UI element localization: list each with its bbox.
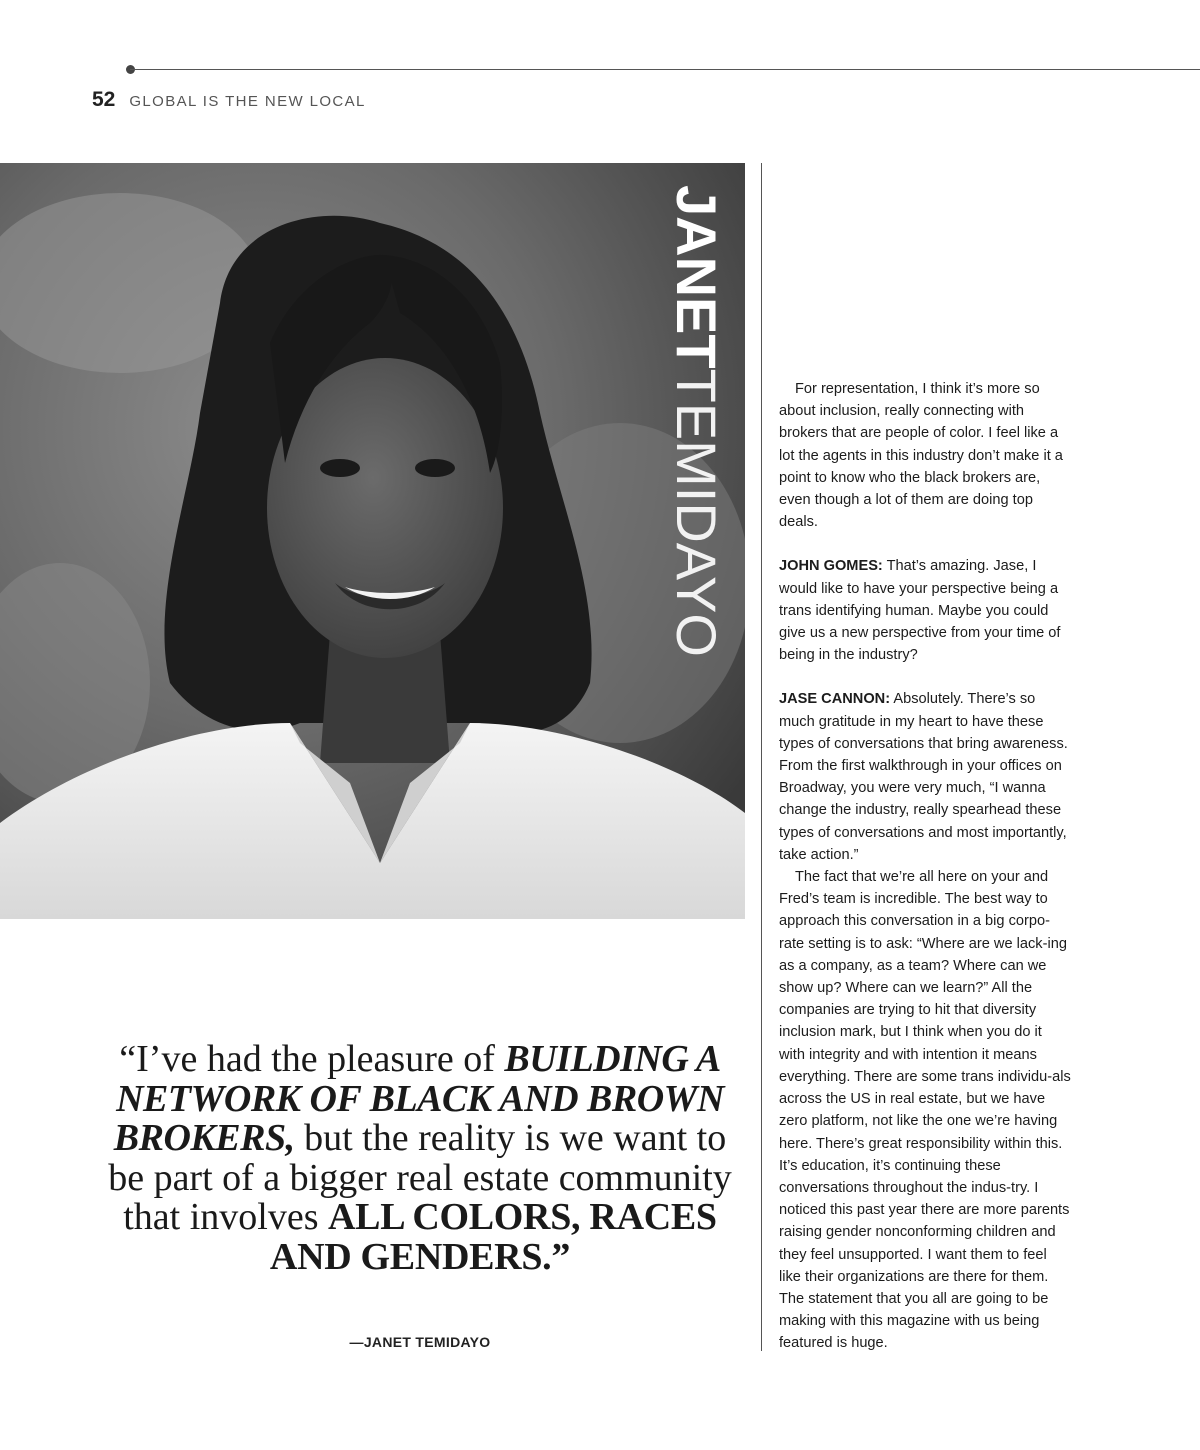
- portrait-photo: [0, 163, 745, 919]
- speaker-text: That’s amazing. Jase, I would like to have your perspective being a trans identifying human. Maybe you could give us a new perspective from your time of being in the industry?: [779, 558, 1061, 664]
- quote-attribution: —JANET TEMIDAYO: [349, 1334, 491, 1350]
- page-number: 52: [92, 88, 116, 111]
- header-rule: [130, 69, 1200, 70]
- column-divider: [761, 163, 762, 1351]
- folio: [92, 88, 366, 112]
- paragraph: [779, 555, 1071, 666]
- speaker-name: JASE CANNON:: [779, 691, 891, 708]
- article-column: [779, 378, 1071, 1355]
- speaker-text: Absolutely. There’s so much gratitude in my heart to have these types of conversations that bring awareness. From the first walkthrough in your offices on Broadway, you were very much, “I wanna change the industry, really spearhead these types of conversations and most importantly, take action.”: [779, 691, 1068, 863]
- quote-middle: but the reality is we want to be part of a bigger real estate community that involves: [108, 1117, 732, 1238]
- pull-quote: [95, 1040, 745, 1277]
- speaker-name: JOHN GOMES:: [779, 558, 883, 575]
- paragraph: [779, 688, 1071, 866]
- name-last: TEMIDAYO: [665, 368, 728, 657]
- vertical-name-label: [650, 185, 730, 657]
- quote-open: “I’ve had the pleasure of: [119, 1038, 505, 1080]
- quote-emphasis-1: BUILDING A NETWORK OF BLACK AND BROWN BROKERS,: [113, 1038, 724, 1159]
- section-title: GLOBAL IS THE NEW LOCAL: [129, 93, 366, 110]
- quote-emphasis-2: ALL COLORS, RACES AND GENDERS.”: [269, 1196, 717, 1278]
- paragraph: The fact that we’re all here on your and Fred’s team is incredible. The best way to approach this conversation in a big corpo-rate setting is to ask: “Where are we lack-ing as a company, as a team? Where can we show up? Where can we learn?” All the companies are trying to hit that diversity inclusion mark, but I think when you do it with integrity and with intention it means everything. There are some trans individu-als across the US in real estate, but we have zero platform, not like the one we’re having here. There’s great responsibility within this. It’s education, it’s continuing these conversations throughout the indus-try. I noticed this past year there are more parents raising gender nonconforming children and they feel unsupported. I want them to feel like their organizations are there for them. The statement that you all are going to be making with this magazine with us being featured is huge.: [779, 869, 1071, 1352]
- paragraph: For representation, I think it’s more so about inclusion, really connecting with brokers that are people of color. I feel like a lot the agents in this industry don’t make it a point to know who the black brokers are, even though a lot of them are doing top deals.: [779, 381, 1063, 531]
- portrait-illustration: [0, 163, 745, 919]
- name-first: JANET: [665, 185, 728, 369]
